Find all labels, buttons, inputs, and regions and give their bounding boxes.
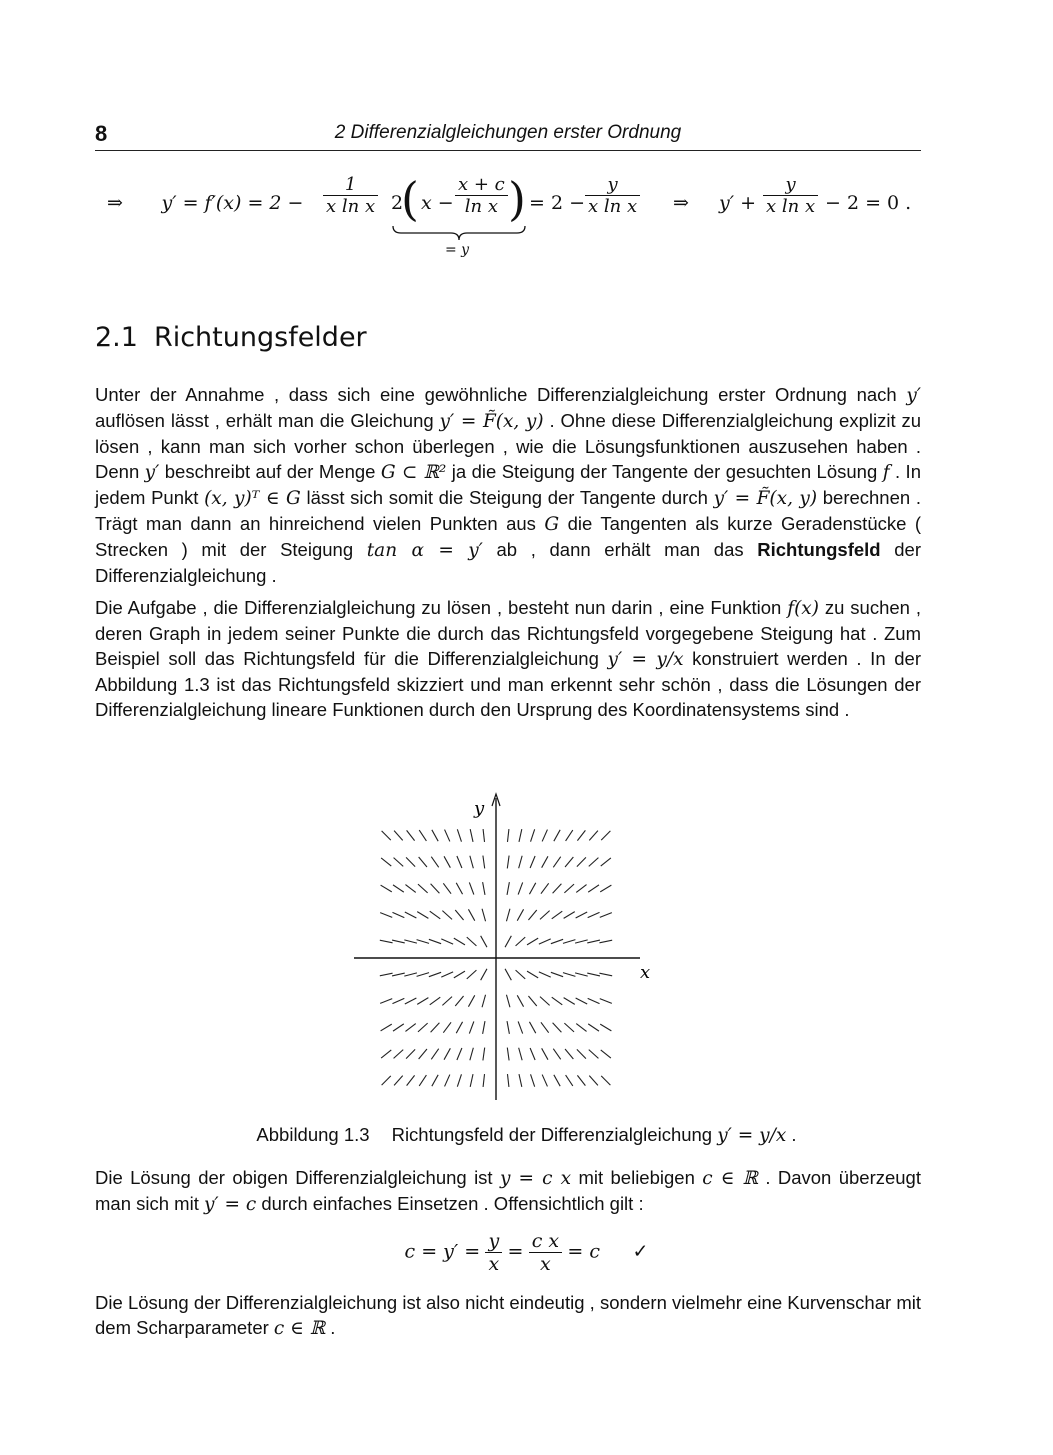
p1-text-5: ja die Steigung der Tangente der gesuchten Lösung: [446, 461, 883, 482]
disp-equals: =: [507, 1240, 524, 1263]
field-segment: [441, 972, 453, 977]
disp-frac-2-num: c x: [529, 1230, 562, 1253]
field-segment: [431, 857, 438, 868]
field-segment: [392, 973, 405, 976]
x-axis-label: x: [640, 962, 651, 983]
field-segment: [600, 885, 611, 892]
p3-text-3: . Davon überzeugt man sich mit: [95, 1167, 921, 1214]
field-segment: [600, 913, 612, 918]
field-segment: [482, 995, 485, 1008]
frac-3: [585, 174, 640, 217]
field-segment: [483, 1048, 485, 1061]
field-segment: [519, 829, 522, 842]
paragraph-1: [95, 382, 921, 588]
field-segment: [455, 910, 463, 920]
field-segment: [601, 858, 611, 866]
field-segment: [404, 973, 417, 976]
field-segment: [507, 1048, 509, 1061]
field-segment: [429, 972, 441, 976]
field-segment: [553, 1049, 560, 1060]
caption-math: y′ = y/x: [717, 1125, 787, 1146]
field-segment: [382, 1076, 391, 1085]
page-header: [95, 120, 921, 151]
field-segment: [505, 936, 511, 947]
field-segment: [529, 883, 535, 894]
field-segment: [404, 940, 417, 943]
frac-4-den: x ln x: [766, 196, 816, 217]
field-segment: [566, 830, 573, 841]
field-segment: [517, 909, 523, 920]
field-segment: [553, 1023, 562, 1033]
field-segment: [432, 830, 438, 841]
p4-text-1: Die Lösung der Differenzialgleichung ist also nicht eindeutig , sondern vielmehr eine Kurvenschar mit dem Scharparameter: [95, 1292, 921, 1338]
disp-rhs: = c: [567, 1240, 600, 1263]
field-segment: [469, 1021, 474, 1033]
field-segment: [394, 858, 404, 867]
caption-end: .: [786, 1124, 797, 1145]
field-segment: [430, 997, 441, 1005]
section-heading: [95, 322, 367, 353]
p1-math-1: y′: [906, 385, 921, 406]
field-segment: [457, 829, 461, 841]
brace-label: = y: [445, 242, 470, 258]
p3-text-1: Die Lösung der obigen Differenzialgleichung ist: [95, 1167, 500, 1188]
field-segment: [468, 995, 474, 1006]
running-title: 2 Differenzialgleichungen erster Ordnung: [334, 122, 682, 143]
field-segment: [527, 938, 538, 945]
p1-math-6: (x, y)ᵀ ∈ G: [204, 488, 301, 509]
field-segment: [576, 912, 588, 918]
field-segment: [516, 970, 526, 979]
field-segment: [419, 1049, 427, 1059]
paragraph-4: [95, 1290, 921, 1341]
field-segment: [589, 1050, 599, 1059]
p3-text-4: durch einfaches Einsetzen . Offensichtlich gilt :: [256, 1193, 644, 1214]
field-segment: [576, 1024, 586, 1032]
field-segment: [429, 939, 441, 943]
field-segment: [380, 973, 393, 976]
field-segment: [442, 997, 452, 1006]
field-segment: [563, 973, 575, 977]
field-segment: [405, 1024, 415, 1032]
eq-rhs-a: y′ +: [719, 192, 757, 214]
p3-math-1: y = c x: [499, 1168, 572, 1189]
frac-3-num: y: [585, 174, 640, 196]
disp-frac-2: [529, 1230, 562, 1275]
field-segment: [455, 996, 463, 1006]
field-segment: [418, 884, 428, 893]
field-segment: [417, 940, 429, 944]
field-segment: [481, 969, 487, 980]
field-segment: [419, 857, 427, 867]
left-paren: (: [401, 172, 419, 226]
field-segment: [483, 1074, 484, 1087]
field-segment: [588, 912, 600, 917]
field-segment: [419, 1075, 426, 1086]
field-segment: [380, 999, 392, 1004]
frac-1-num: 1: [323, 174, 378, 196]
field-segment: [576, 998, 588, 1004]
field-segment: [519, 1048, 522, 1061]
field-segment: [554, 830, 560, 841]
frac-4-num: y: [763, 174, 818, 196]
field-segment: [445, 1075, 450, 1087]
field-segment: [553, 857, 560, 868]
field-segment: [539, 939, 551, 944]
field-segment: [553, 884, 562, 894]
check-mark-icon: ✓: [632, 1240, 649, 1263]
field-segment: [457, 856, 462, 868]
field-segment: [393, 885, 404, 892]
field-segment: [456, 883, 462, 894]
field-segment: [575, 940, 588, 943]
field-segment: [431, 1023, 440, 1033]
field-segment: [418, 1023, 428, 1032]
field-segment: [587, 973, 600, 976]
frac-1: [323, 174, 378, 217]
field-segment: [519, 1074, 522, 1087]
field-segment: [470, 1048, 473, 1061]
field-segment: [405, 912, 417, 918]
field-segment: [394, 1050, 404, 1059]
field-segment: [541, 883, 549, 893]
field-segment: [565, 1049, 573, 1059]
field-segment: [470, 1074, 473, 1087]
underbrace: [391, 224, 527, 242]
field-segment: [470, 856, 473, 869]
p2-text-1: Die Aufgabe , die Differenzialgleichung zu lösen , besteht nun darin , eine Funktion: [95, 597, 788, 618]
field-segment: [419, 830, 426, 841]
field-segment: [392, 940, 405, 943]
field-segment: [506, 995, 509, 1008]
field-segment: [600, 999, 612, 1004]
eq-rhs-b: − 2 = 0 .: [825, 192, 912, 214]
disp-frac-1-den: x: [488, 1253, 500, 1275]
field-segment: [405, 998, 417, 1004]
field-segment: [577, 1049, 586, 1058]
p1-text-1: Unter der Annahme , dass sich eine gewöhnliche Differenzialgleichung erster Ordnung nach: [95, 384, 907, 405]
field-segment: [392, 912, 404, 917]
field-segment: [587, 940, 600, 943]
disp-frac-1: [485, 1230, 502, 1275]
field-segment: [540, 911, 550, 920]
p1-text-2: auflösen lässt , erhält man die Gleichung: [95, 410, 440, 431]
field-segment: [566, 1075, 573, 1086]
field-segment: [531, 829, 535, 841]
field-segment: [405, 885, 415, 893]
p3-math-3: y′ = c: [203, 1194, 257, 1215]
p1-text-11: der Differenzialgleichung .: [95, 539, 921, 586]
field-segment: [530, 856, 535, 868]
field-segment: [564, 1023, 574, 1032]
field-segment: [589, 831, 598, 841]
field-segment: [445, 830, 450, 842]
eq-lhs: y′ = f′(x) = 2 −: [161, 192, 304, 214]
field-segment: [454, 971, 465, 978]
field-segment: [392, 998, 404, 1003]
field-segment: [456, 1022, 462, 1033]
field-segment: [454, 938, 465, 945]
field-segment: [468, 909, 474, 920]
implies-symbol-2: ⇒: [673, 192, 689, 214]
p1-math-5: f: [882, 462, 890, 483]
field-segment: [577, 830, 585, 840]
field-segment: [394, 1076, 403, 1086]
field-segment: [542, 1048, 548, 1059]
field-segment: [576, 885, 586, 893]
field-segment: [527, 971, 538, 978]
field-segment: [407, 830, 415, 840]
p1-text-3: . Ohne diese Differenzialgleichung explizit zu lösen , kann man sich vorher schon überlegen , wie die Lösungsfunktionen auszusehen haben . Denn: [95, 410, 921, 482]
field-segment: [467, 970, 477, 979]
field-segment: [564, 912, 575, 919]
direction-field-plot: [340, 790, 680, 1110]
caption-tag: Abbildung 1.3: [256, 1124, 370, 1145]
field-segment: [552, 911, 563, 919]
p1-math-4: G ⊂ ℝ²: [380, 462, 447, 483]
field-segment: [517, 995, 523, 1006]
field-segment: [442, 911, 452, 920]
field-segment: [551, 972, 563, 976]
field-segment: [507, 882, 509, 895]
field-segment: [564, 998, 575, 1005]
p3-math-2: c ∈ ℝ: [702, 1168, 758, 1189]
paragraph-2: [95, 595, 921, 722]
field-segment: [457, 1074, 461, 1086]
p1-math-8: G: [544, 514, 560, 535]
field-segment: [469, 882, 474, 894]
field-segment: [599, 940, 612, 943]
field-segment: [407, 1075, 415, 1085]
y-axis-label: y: [474, 798, 485, 819]
field-segment: [539, 972, 551, 977]
inner-x: x −: [421, 192, 454, 214]
field-segment: [577, 857, 586, 866]
section-title: Richtungsfelder: [153, 322, 367, 353]
field-segment: [507, 829, 508, 842]
field-segment: [417, 998, 428, 1005]
disp-frac-2-den: x: [540, 1253, 551, 1275]
field-segment: [507, 1021, 509, 1034]
field-segment: [406, 1049, 415, 1058]
field-segment: [417, 912, 428, 919]
p1-text-7: lässt sich somit die Steigung der Tangente durch: [300, 487, 714, 508]
field-segment: [443, 1022, 451, 1032]
field-segment: [519, 856, 522, 869]
field-segment: [589, 1076, 598, 1086]
field-segment: [444, 856, 450, 867]
field-segment: [483, 829, 484, 842]
p4-math-1: c ∈ ℝ: [273, 1318, 326, 1339]
direction-field-figure: [340, 790, 680, 1110]
field-segment: [507, 1074, 508, 1087]
field-segment: [483, 856, 485, 869]
field-segment: [564, 884, 574, 893]
frac-4: [763, 174, 818, 217]
field-segment: [542, 1075, 547, 1087]
field-segment: [565, 857, 573, 867]
field-segment: [554, 1075, 560, 1086]
p3-text-2: mit beliebigen: [571, 1167, 703, 1188]
field-segment: [381, 885, 392, 892]
field-segment: [589, 858, 599, 867]
field-segment: [444, 1048, 450, 1059]
section-number: 2.1: [95, 322, 138, 353]
field-segment: [552, 997, 563, 1005]
field-segment: [430, 911, 441, 919]
p1-text-9: die Tangenten als kurze Geradenstücke ( Strecken ) mit der Steigung: [95, 513, 921, 560]
field-segment: [380, 913, 392, 918]
eq-mid: = 2 −: [529, 192, 586, 214]
field-segment: [507, 856, 509, 869]
field-segment: [529, 1022, 535, 1033]
field-segment: [601, 1076, 610, 1085]
p1-math-2: y′ = F̃(x, y): [439, 411, 544, 432]
field-segment: [483, 1021, 485, 1034]
p1-math-7: y′ = F̃(x, y): [713, 488, 818, 509]
field-segment: [393, 1024, 404, 1031]
frac-2-den: ln x: [464, 196, 498, 217]
field-segment: [506, 909, 509, 922]
field-segment: [394, 831, 403, 841]
field-segment: [551, 939, 563, 943]
field-segment: [577, 1075, 585, 1085]
implies-symbol: ⇒: [107, 192, 123, 214]
field-segment: [431, 1049, 438, 1060]
figure-caption: [0, 1124, 1053, 1146]
field-segment: [467, 937, 477, 946]
p2-math-2: y′ = y/x: [607, 649, 684, 670]
field-segment: [470, 829, 473, 842]
display-equation: [0, 1230, 1053, 1275]
disp-lhs: c = y′ =: [404, 1240, 481, 1263]
frac-3-den: x ln x: [588, 196, 638, 217]
p1-bold-term: Richtungsfeld: [757, 539, 881, 560]
field-segment: [481, 936, 487, 947]
field-segment: [417, 973, 429, 977]
page-number: 8: [95, 121, 108, 146]
field-segment: [563, 940, 575, 944]
p1-text-6: . In jedem Punkt: [95, 461, 921, 508]
field-segment: [540, 997, 550, 1006]
field-segment: [482, 909, 485, 922]
field-segment: [431, 884, 440, 894]
paragraph-3: [95, 1165, 921, 1217]
field-segment: [505, 969, 511, 980]
p1-text-8: berechnen . Trägt man dann an hinreichend vielen Punkten aus: [95, 487, 921, 534]
field-segment: [575, 973, 588, 976]
field-segment: [528, 910, 536, 920]
top-equation: [95, 170, 921, 260]
p1-text-10: ab , dann erhält man das: [482, 539, 758, 560]
p2-text-3: konstruiert werden . In der Abbildung 1.3 ist das Richtungsfeld skizziert und man erkennt sehr schön , dass die Lösungen der Differenzialgleichung lineare Funktionen durch den Ursprung des Koordinatensystems sind .: [95, 648, 921, 720]
field-segment: [380, 940, 393, 943]
field-segment: [382, 831, 391, 840]
field-segment: [599, 973, 612, 976]
field-segment: [601, 1050, 611, 1058]
field-segment: [516, 937, 526, 946]
field-segment: [542, 830, 547, 842]
field-segment: [588, 885, 599, 892]
field-segment: [518, 882, 523, 894]
p4-text-2: .: [325, 1317, 336, 1338]
field-segment: [588, 998, 600, 1003]
p1-math-9: tan α = y′: [366, 540, 483, 561]
field-segment: [600, 1024, 611, 1031]
frac-2: [455, 174, 508, 217]
field-segment: [457, 1048, 462, 1060]
field-segment: [588, 1024, 599, 1031]
field-segment: [518, 1021, 523, 1033]
p1-math-3: y′: [144, 462, 160, 483]
p1-text-4: beschreibt auf der Menge: [159, 461, 381, 482]
field-segment: [542, 856, 548, 867]
p2-text-2: zu suchen , deren Graph in jedem seiner Punkte die durch das Richtungsfeld vorgegebene Steigung hat . Zum Beispiel soll das Richtungsfeld für die Differenzialgleichung: [95, 597, 921, 669]
right-paren: ): [508, 172, 526, 226]
field-segment: [601, 831, 610, 840]
field-segment: [531, 1074, 535, 1086]
field-segment: [528, 996, 536, 1006]
field-segment: [530, 1048, 535, 1060]
factor-two: 2: [391, 192, 404, 214]
disp-frac-1-num: y: [485, 1230, 502, 1253]
field-segment: [432, 1075, 438, 1086]
field-segment: [381, 858, 391, 866]
field-segment: [541, 1022, 549, 1032]
field-segment: [441, 939, 453, 944]
field-segment: [406, 857, 415, 866]
field-segment: [443, 883, 451, 893]
field-segment: [381, 1050, 391, 1058]
caption-text: Richtungsfeld der Differenzialgleichung: [391, 1124, 718, 1145]
p2-math-1: f(x): [787, 598, 819, 619]
frac-2-num: x + c: [455, 174, 508, 196]
frac-1-den: x ln x: [326, 196, 376, 217]
field-segment: [381, 1024, 392, 1031]
field-segment: [483, 882, 485, 895]
